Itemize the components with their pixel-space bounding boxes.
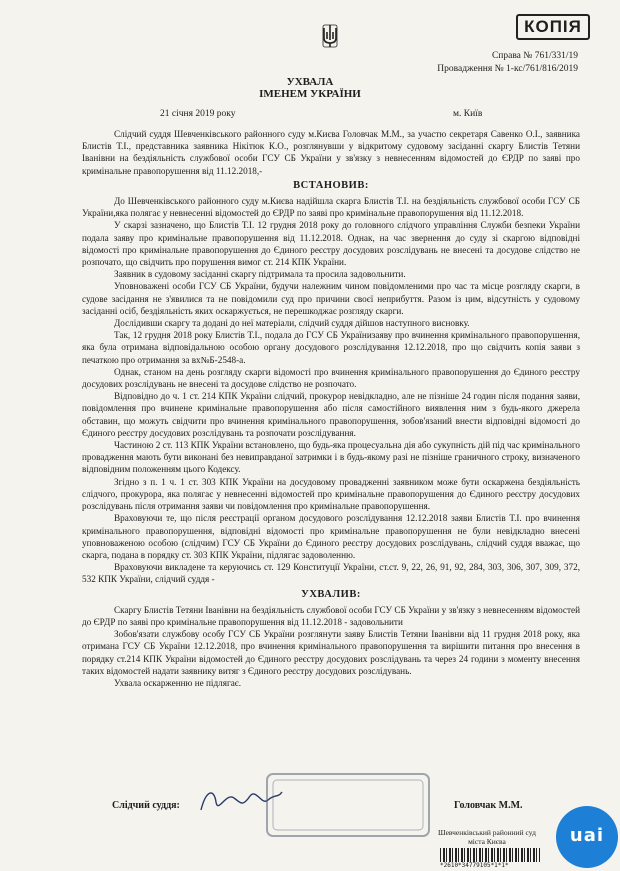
established-paragraph: Так, 12 грудня 2018 року Блистів Т.І., подала до ГСУ СБ Українизаяву про вчинення кримінального правопорушення, яка була отримана відповідальною особою органу досудового розслідування 12.12.2018, про що свідчить копія заяви з печаткою про отримання за вх№Б-2548-а. — [82, 330, 580, 365]
court-name-stamp — [438, 828, 536, 846]
established-paragraph: Однак, станом на день розгляду скарги відомості про вчинення кримінального правопорушення до Єдиного реєстру досудових розслідувань не внесені та досудове слідство не розпочато. — [82, 366, 580, 390]
established-paragraph: Згідно з п. 1 ч. 1 ст. 303 КПК України на досудовому провадженні заявником може бути оскаржена бездіяльність слідчого, прокурора, яка полягає у невнесенні відомостей про кримінальне правопорушення до Єдиного реєстру досудових розслідувань після отримання заяви чи повідомлення про кримінальне правопорушення. — [82, 476, 580, 512]
case-number: Справа № 761/331/19 — [491, 51, 578, 61]
court-stamp-line: Шевченківський районний суд — [438, 828, 536, 837]
established-paragraph: Частиною 2 ст. 113 КПК України встановлено, що будь-яка процесуальна дія або сукупність дій під час кримінального провадження мають бути виконані без невиправданої затримки і в будь-якому разі не пізніше граничного строку, визначеного відповідним положенням цього Кодексу. — [82, 440, 580, 475]
decided-paragraph: Скаргу Блистів Тетяни Іванівни на бездіяльність службової особи ГСУ СБ України у зв'язку з невнесенням відомостей до ЄРДР по заяві про кримінальне правопорушення від 11.12.2018 - задовольнити — [82, 604, 580, 627]
established-paragraph: Дослідивши скаргу та додані до неї матеріали, слідчий суддя дійшов наступного висновку. — [114, 318, 470, 329]
section-heading-established: ВСТАНОВИВ: — [293, 179, 369, 191]
document-title: УХВАЛА — [286, 76, 334, 88]
ruling-body — [82, 128, 580, 689]
established-paragraph: Уповноважені особи ГСУ СБ України, будучи належним чином повідомленими про час та місце розгляду скарги, в судове засідання не з'явилися та не повідомили суд про причини своєї неприбуття. Разом із цим, відсутність у судовому засіданні осіб, бездіяльність яких оскаржується, не перешкоджає розгляду скарги. — [82, 281, 580, 316]
trident-emblem-icon — [321, 24, 339, 48]
case-numbers — [437, 50, 578, 76]
ruling-city: м. Київ — [453, 109, 483, 119]
court-stamp-line: міста Києва — [468, 837, 506, 846]
decided-paragraph: Ухвала оскарженню не підлягає. — [114, 677, 242, 688]
uai-logo-text: uai — [569, 825, 605, 846]
ruling-date: 21 січня 2019 року — [160, 109, 236, 119]
established-paragraph: До Шевченківського районного суду м.Києва надійшла скарга Блистів Т.І. на бездіяльність службової особи ГСУ СБ України,яка полягає у невнесенні відомостей до ЄРДР по заяві про кримінальне правопорушення від 11.12.2018. — [82, 196, 580, 219]
intro-paragraph: Слідчий суддя Шевченківського районного суду м.Києва Головчак М.М., за участю секретаря Савенко О.І., заявника Блистів Т.І., представника заявника Нікітюк К.О., розглянувши у відкритому судовому засіданні скаргу Блистів Тетяни Іванівни на бездіяльність службової особи ГСУ СБ України у зв'язку з невнесенням відомостей до ЄРДР по заяві про кримінальне правопорушення від 11.12.2018,- — [82, 129, 580, 176]
signer-label: Слідчий суддя: — [112, 800, 180, 811]
established-paragraph: Відповідно до ч. 1 ст. 214 КПК України слідчий, прокурор невідкладно, але не пізніше 24 годин після подання заяви, повідомлення про вчинене кримінальне правопорушення або після самостійного виявлення ним з будь-якого джерела обставин, що можуть свідчити про вчинення кримінального правопорушення, зобов'язаний внести відповідні відомості до Єдиного реєстру досудових розслідувань та розпочати розслідування. — [82, 391, 580, 438]
established-paragraph: У скарзі зазначено, що Блистів Т.І. 12 грудня 2018 року до головного слідчого управління Служби безпеки України подала заяву про кримінальне правопорушення від 11.12.2018. Однак, на час звернення до суду зі скаргою відповідні відомості про кримінальне правопорушення до Єдиного реєстру досудових розслідувань не внесені та досудове слідство не розпочато, що свідчить про порушення вимог ст. 214 КПК України. — [82, 220, 580, 268]
document-subtitle: ІМЕНЕМ УКРАЇНИ — [259, 88, 361, 100]
uai-logo — [556, 806, 618, 868]
court-seal — [263, 770, 433, 840]
signer-name: Головчак М.М. — [454, 800, 523, 811]
barcode — [440, 848, 540, 862]
section-heading-decided: УХВАЛИВ: — [301, 588, 361, 600]
established-paragraph: Заявник в судовому засіданні скаргу підтримала та просила задовольнити. — [114, 269, 406, 280]
established-paragraph: Враховуючи те, що після реєстрації органом досудового розслідування 12.12.2018 заяви Блистів Т.І. про вчинення кримінального правопорушення, відповідні відомості про кримінальне правопорушення не були невідкладно внесені уповноваженою особою (слідчим) ГСУ СБ України до Єдиного реєстру досудових розслідувань, слідчий суддя вважає, що скарга, подана в порядку ст. 303 КПК України, підлягає задоволенню. — [82, 513, 580, 560]
copy-stamp: КОПІЯ — [516, 14, 590, 40]
proceeding-number: Провадження № 1-кс/761/816/2019 — [437, 64, 578, 74]
decided-paragraph: Зобов'язати службову особу ГСУ СБ України розглянути заяву Блистів Тетяни Іванівни від 11 грудня 2018 року, яка отримана ГСУ СБ України 12.12.2018, про вчинення кримінального правопорушення та вирішити питання про внесення в порядку ст.214 КПК України відомостей до Єдиного реєстру досудових розслідувань та через 24 години з моменту внесення таких відомостей надати заявнику витяг з Єдиного реєстру досудових розслідувань. — [82, 629, 580, 676]
established-paragraph: Враховуючи викладене та керуючись ст. 129 Конституції України, ст.ст. 9, 22, 26, 91, 92, 284, 303, 306, 307, 309, 372, 532 КПК України, слідчий суддя - — [82, 562, 580, 585]
barcode-number: *2610*34779105*1*1* — [440, 862, 509, 869]
